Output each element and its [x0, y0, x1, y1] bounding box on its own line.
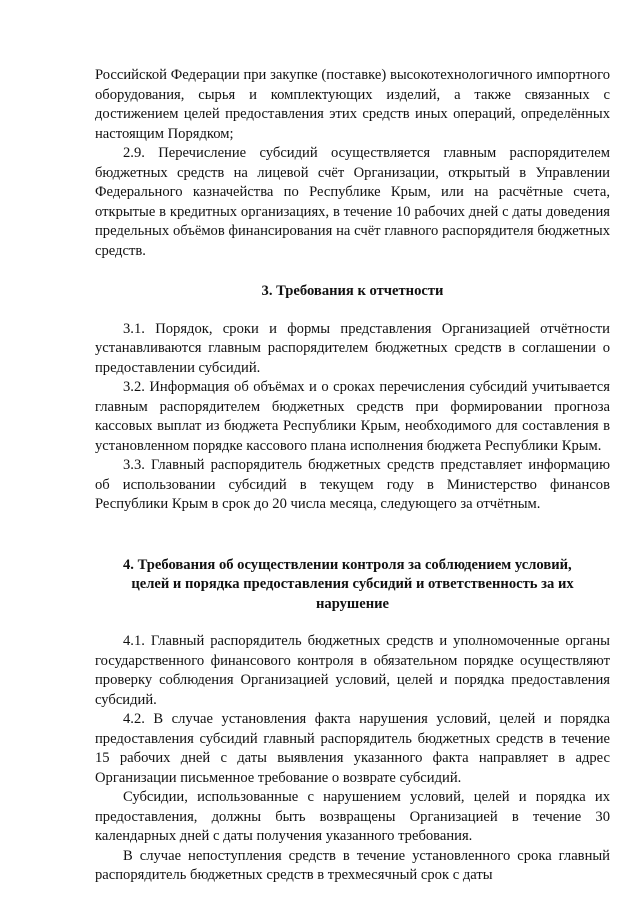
- clause-4-2: 4.2. В случае установления факта нарушения условий, целей и порядка предоставления субсидий главный распорядитель бюджетных средств в течение 15 рабочих дней с даты выявления указанного факта направляет в адрес Организации письменное требование о возврате субсидий.: [95, 711, 610, 786]
- section-4-title-line-1: 4. Требования об осуществлении контроля за соблюдением условий,: [123, 556, 572, 573]
- section-4-title-line-3: нарушение: [315, 595, 390, 612]
- clause-3-1: 3.1. Порядок, сроки и формы представления Организацией отчётности устанавливаются главным распорядителем бюджетных средств в соглашении о предоставлении субсидий.: [95, 320, 610, 376]
- paragraph-subsidy-return: Субсидии, использованные с нарушением условий, целей и порядка их предоставления, должны быть возвращены Организацией в течение 30 календарных дней с даты получения указанного требования.: [95, 789, 610, 844]
- intro-continuation: Российской Федерации при закупке (поставке) высокотехнологичного импортного оборудования, сырья и комплектующих изделий, а также связанных с достижением целей предоставления этих средств иных операций, определённых настоящим Порядком;: [95, 67, 610, 142]
- section-4-title-line-2: целей и порядка предоставления субсидий и ответственность за их: [131, 576, 574, 592]
- clause-3-2: 3.2. Информация об объёмах и о сроках перечисления субсидий учитывается главным распорядителем бюджетных средств при формировании прогноза кассовых выплат из бюджета Республики Крым, необходимого для составления в установленном порядке кассового плана исполнения бюджета Республики Крым.: [95, 379, 610, 454]
- clause-2-9: 2.9. Перечисление субсидий осуществляется главным распорядителем бюджетных средств на лицевой счёт Организации, открытый в Управлении Федерального казначейства по Республике Крым, или на расчётные счета, открытые в кредитных организациях, в течение 10 рабочих дней с даты доведения предельных объёмов финансирования на счёт главного распорядителя бюджетных средств.: [95, 145, 610, 259]
- document-body: [95, 66, 610, 886]
- section-4-title: [95, 556, 610, 615]
- clause-3-3: 3.3. Главный распорядитель бюджетных средств представляет информацию об использовании субсидий в текущем году в Министерство финансов Республики Крым в срок до 20 числа месяца, следующего за отчётным.: [95, 457, 610, 512]
- section-3-title: 3. Требования к отчетности: [261, 283, 444, 299]
- clause-4-1: 4.1. Главный распорядитель бюджетных средств и уполномоченные органы государственного финансового контроля в обязательном порядке осуществляют проверку соблюдения Организацией условий, целей и порядка предоставления субсидий.: [95, 633, 610, 708]
- paragraph-funds-nonreceipt: В случае непоступления средств в течение установленного срока главный распорядитель бюджетных средств в трехмесячный срок с даты: [95, 847, 610, 883]
